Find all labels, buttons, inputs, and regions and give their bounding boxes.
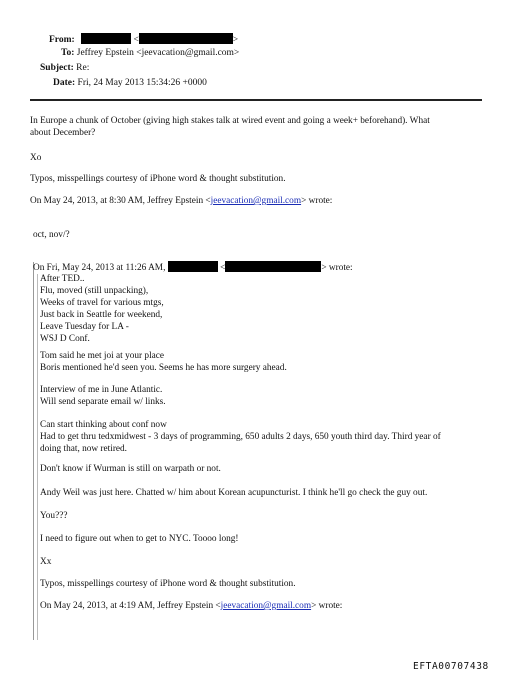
quote-intro-2-suffix: > wrote: bbox=[321, 263, 353, 273]
subject-row bbox=[40, 63, 89, 73]
quote-intro-3-suffix: > wrote: bbox=[311, 601, 343, 611]
typos-note-1: Typos, misspellings courtesy of iPhone word & thought substitution. bbox=[30, 174, 286, 184]
subject-value: Re: bbox=[76, 63, 90, 73]
quote-intro-3 bbox=[40, 600, 342, 612]
typos-note-2: Typos, misspellings courtesy of iPhone word & thought substitution. bbox=[40, 579, 296, 589]
quoted-line: Will send separate email w/ links. bbox=[40, 397, 166, 407]
subject-label: Subject: bbox=[40, 63, 74, 73]
to-row bbox=[61, 48, 239, 58]
quoted-line: Can start thinking about conf now bbox=[40, 420, 167, 430]
reply-line-1: In Europe a chunk of October (giving high stakes talk at wired event and going a week+ beforehand). What bbox=[30, 116, 430, 126]
quoted-block-a bbox=[40, 273, 164, 345]
quoted-line: WSJ D Conf. bbox=[40, 334, 90, 344]
quote-intro-1-suffix: > wrote: bbox=[301, 196, 333, 206]
quoted-nyc: I need to figure out when to get to NYC. Toooo long! bbox=[40, 534, 239, 544]
quoted-andy: Andy Weil was just here. Chatted w/ him about Korean acupuncturist. I think he'll go check the guy out. bbox=[40, 488, 428, 498]
redacted-sender-email bbox=[139, 33, 233, 44]
quoted-line: Just back in Seattle for weekend, bbox=[40, 310, 163, 320]
quoted-block-d bbox=[40, 419, 441, 455]
date-label: Date: bbox=[53, 78, 76, 88]
reply-line-2: about December? bbox=[30, 128, 96, 138]
to-value: Jeffrey Epstein <jeevacation@gmail.com> bbox=[76, 48, 240, 58]
email-link-1[interactable]: jeevacation@gmail.com bbox=[210, 196, 302, 206]
quoted-line: doing that, now retired. bbox=[40, 444, 128, 454]
from-angle-close: > bbox=[232, 35, 239, 45]
quoted-oct-nov: oct, nov/? bbox=[33, 230, 70, 240]
redacted-sender-name bbox=[81, 33, 131, 44]
quoted-you: You??? bbox=[40, 511, 68, 521]
bates-number: EFTA00707438 bbox=[413, 661, 489, 672]
to-label: To: bbox=[61, 48, 75, 58]
quote-intro-1 bbox=[30, 195, 332, 207]
quote-intro-2-prefix: On Fri, May 24, 2013 at 11:26 AM, bbox=[33, 263, 166, 273]
quoted-line: Interview of me in June Atlantic. bbox=[40, 385, 163, 395]
quoted-line: Had to get thru tedxmidwest - 3 days of programming, 650 adults 2 days, 650 youth third day. Third year of bbox=[40, 432, 441, 442]
header-divider bbox=[30, 99, 482, 101]
email-link-2[interactable]: jeevacation@gmail.com bbox=[220, 601, 312, 611]
quoted-line: Tom said he met joi at your place bbox=[40, 351, 165, 361]
quoted-block-b bbox=[40, 350, 287, 374]
quote-intro-2-lt: < bbox=[220, 263, 226, 273]
date-row bbox=[53, 78, 207, 88]
from-label: From: bbox=[49, 35, 75, 45]
from-row bbox=[49, 33, 238, 45]
quote-intro-3-prefix: On May 24, 2013, at 4:19 AM, Jeffrey Epstein < bbox=[40, 601, 221, 611]
quote-intro-1-prefix: On May 24, 2013, at 8:30 AM, Jeffrey Epstein < bbox=[30, 196, 211, 206]
redacted-quoted-name bbox=[168, 261, 218, 272]
quoted-block-c bbox=[40, 384, 166, 408]
quoted-wurman: Don't know if Wurman is still on warpath or not. bbox=[40, 464, 221, 474]
quoted-signoff-xx: Xx bbox=[40, 557, 52, 567]
reply-paragraph bbox=[30, 115, 430, 139]
quote-bar-inner bbox=[37, 274, 38, 640]
quoted-line: Weeks of travel for various mtgs, bbox=[40, 298, 164, 308]
quoted-line: Boris mentioned he'd seen you. Seems he has more surgery ahead. bbox=[40, 363, 287, 373]
date-value: Fri, 24 May 2013 15:34:26 +0000 bbox=[77, 78, 207, 88]
quoted-line: Flu, moved (still unpacking), bbox=[40, 286, 149, 296]
quoted-line: After TED.. bbox=[40, 274, 85, 284]
quote-bar-outer bbox=[33, 262, 34, 640]
quoted-line: Leave Tuesday for LA - bbox=[40, 322, 129, 332]
from-angle-open: < bbox=[133, 35, 139, 45]
redacted-quoted-email bbox=[225, 261, 321, 272]
signoff-xo: Xo bbox=[30, 153, 42, 163]
